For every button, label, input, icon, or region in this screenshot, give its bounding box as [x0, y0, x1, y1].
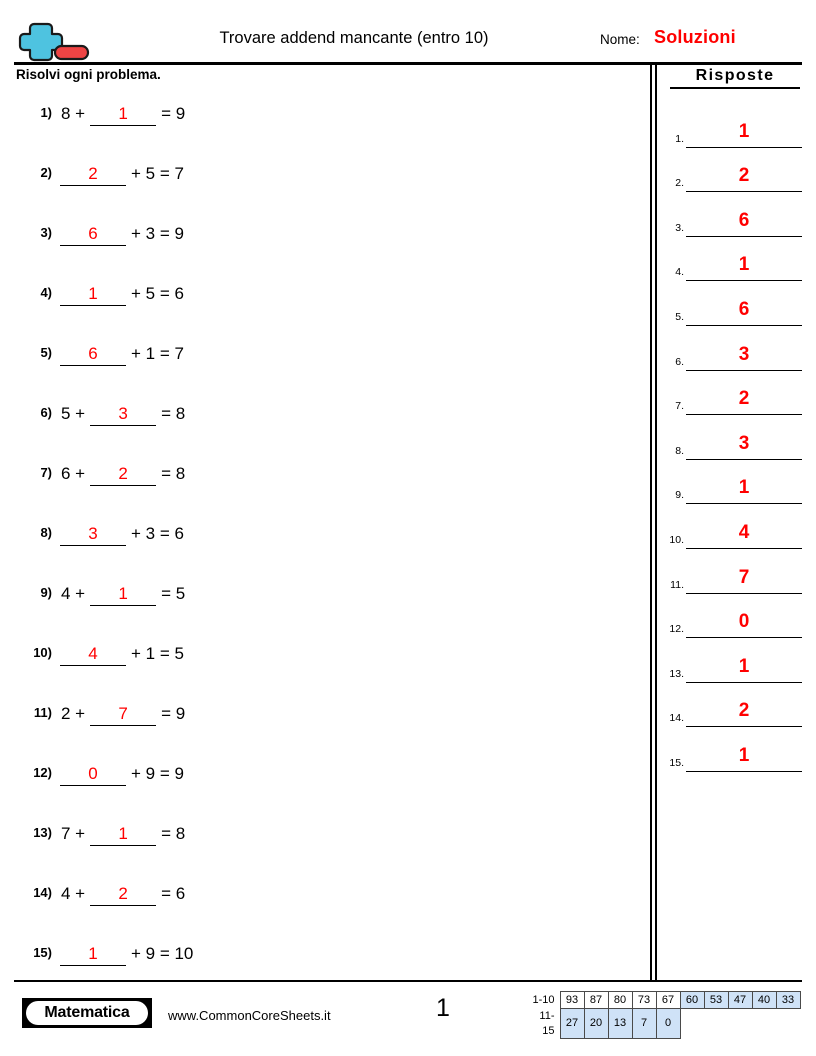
problem-number: 2) [40, 165, 52, 180]
answer-key-title: Risposte [670, 66, 800, 89]
problem-row [14, 154, 634, 214]
answer-value[interactable]: 1 [686, 474, 802, 504]
worksheet-header [14, 14, 802, 62]
answer-index: 1. [675, 132, 684, 145]
problem-prefix: 2 + [61, 704, 86, 723]
score-cell-empty [728, 1009, 752, 1039]
answer-value[interactable]: 6 [686, 207, 802, 237]
answer-value[interactable]: 2 [686, 385, 802, 415]
problem-row [14, 634, 634, 694]
score-cell: 53 [704, 992, 728, 1009]
problem-suffix: = 8 [161, 824, 186, 843]
score-cell: 93 [560, 992, 584, 1009]
answer-blank[interactable]: 6 [60, 342, 126, 366]
answer-blank[interactable]: 4 [60, 642, 126, 666]
problem-expression [58, 638, 187, 670]
problem-suffix: = 9 [161, 704, 186, 723]
answer-index: 7. [675, 400, 684, 413]
problem-suffix: + 9 = 9 [131, 764, 184, 783]
problem-prefix: 7 + [61, 824, 86, 843]
page-number: 1 [436, 994, 450, 1022]
answer-index: 8. [675, 444, 684, 457]
answer-blank[interactable]: 7 [90, 702, 156, 726]
answer-blank[interactable]: 6 [60, 222, 126, 246]
problem-number: 4) [40, 285, 52, 300]
answer-index: 11. [670, 578, 684, 591]
problem-suffix: = 9 [161, 104, 186, 123]
answer-row [662, 103, 802, 148]
answer-index: 10. [669, 533, 684, 546]
problem-expression [58, 338, 187, 370]
problem-row [14, 694, 634, 754]
instruction-text: Risolvi ogni problema. [16, 67, 161, 82]
answer-row [662, 683, 802, 728]
answer-blank[interactable]: 3 [60, 522, 126, 546]
problem-number: 5) [40, 345, 52, 360]
problem-row [14, 214, 634, 274]
score-range-label: 1-10 [532, 993, 555, 1006]
problem-number-wrap [14, 154, 52, 194]
answer-key-list [662, 103, 802, 772]
answer-value[interactable]: 1 [686, 251, 802, 281]
answer-row [662, 549, 802, 594]
problem-suffix: + 1 = 7 [131, 344, 184, 363]
problem-number: 9) [40, 585, 52, 600]
problem-number: 13) [33, 825, 52, 840]
problem-number-wrap [14, 754, 52, 794]
name-value: Soluzioni [654, 27, 736, 47]
score-cell: 73 [632, 992, 656, 1009]
score-cell: 20 [584, 1009, 608, 1039]
problem-number-wrap [14, 874, 52, 914]
problem-row [14, 934, 634, 994]
problem-number: 7) [40, 465, 52, 480]
score-cell-empty [680, 1009, 704, 1039]
header-divider [14, 62, 802, 65]
answer-index: 6. [675, 355, 684, 368]
problem-expression [58, 98, 188, 130]
problem-row [14, 274, 634, 334]
answer-index: 12. [669, 623, 684, 636]
problem-expression [58, 878, 188, 910]
problem-prefix: 8 + [61, 104, 86, 123]
problem-number: 1) [40, 105, 52, 120]
problem-expression [58, 698, 188, 730]
answer-blank[interactable]: 1 [90, 102, 156, 126]
problem-number-wrap [14, 274, 52, 314]
problem-row [14, 514, 634, 574]
page-title: Trovare addend mancante (entro 10) [219, 29, 489, 47]
answer-index: 4. [675, 266, 684, 279]
website-url: www.CommonCoreSheets.it [168, 1008, 331, 1023]
answer-index: 14. [669, 712, 684, 725]
answer-index: 15. [669, 756, 684, 769]
answer-row [662, 371, 802, 416]
answer-blank[interactable]: 0 [60, 762, 126, 786]
answer-index: 13. [669, 667, 684, 680]
answer-key-panel [662, 66, 802, 772]
answer-row [662, 192, 802, 237]
problem-suffix: + 5 = 6 [131, 284, 184, 303]
problem-row [14, 94, 634, 154]
answer-index: 5. [675, 310, 684, 323]
name-label: Nome: [600, 32, 640, 47]
answer-value[interactable]: 3 [686, 430, 802, 460]
score-cell: 13 [608, 1009, 632, 1039]
score-cell: 60 [680, 992, 704, 1009]
problem-row [14, 874, 634, 934]
answer-row [662, 594, 802, 639]
answer-value[interactable]: 0 [686, 608, 802, 638]
plus-minus-icon [14, 14, 100, 62]
answer-blank[interactable]: 1 [90, 822, 156, 846]
answer-value[interactable]: 4 [686, 519, 802, 549]
score-cell: 47 [728, 992, 752, 1009]
answer-value[interactable]: 2 [686, 697, 802, 727]
problem-suffix: + 3 = 6 [131, 524, 184, 543]
problem-row [14, 454, 634, 514]
answer-value[interactable]: 3 [686, 341, 802, 371]
score-cell: 40 [752, 992, 776, 1009]
problem-number-wrap [14, 334, 52, 374]
score-row [528, 1009, 800, 1039]
problem-number-wrap [14, 574, 52, 614]
score-cell: 0 [656, 1009, 680, 1039]
score-cell: 7 [632, 1009, 656, 1039]
problem-suffix: = 8 [161, 404, 186, 423]
answer-blank[interactable]: 1 [90, 582, 156, 606]
score-row [528, 992, 800, 1009]
problem-number: 3) [40, 225, 52, 240]
answer-value[interactable]: 2 [686, 162, 802, 192]
score-cell: 67 [656, 992, 680, 1009]
problem-row [14, 394, 634, 454]
problem-suffix: + 5 = 7 [131, 164, 184, 183]
problem-number: 14) [33, 885, 52, 900]
problem-number-wrap [14, 214, 52, 254]
answer-blank[interactable]: 2 [90, 462, 156, 486]
problem-suffix: = 8 [161, 464, 186, 483]
answer-row [662, 326, 802, 371]
problem-number-wrap [14, 934, 52, 974]
answer-blank[interactable]: 3 [90, 402, 156, 426]
problem-row [14, 814, 634, 874]
problem-number: 15) [33, 945, 52, 960]
problem-expression [58, 938, 196, 970]
problem-expression [58, 518, 187, 550]
answer-blank[interactable]: 2 [60, 162, 126, 186]
problem-number: 10) [33, 645, 52, 660]
answer-row [662, 504, 802, 549]
problem-expression [58, 158, 187, 190]
answer-blank[interactable]: 1 [60, 282, 126, 306]
problem-expression [58, 278, 187, 310]
problem-suffix: = 6 [161, 884, 186, 903]
answer-value[interactable]: 6 [686, 296, 802, 326]
answer-index: 2. [675, 177, 684, 190]
problem-number-wrap [14, 94, 52, 134]
problem-expression [58, 578, 188, 610]
answer-row [662, 148, 802, 193]
answer-row [662, 281, 802, 326]
score-cell: 33 [776, 992, 800, 1009]
answer-blank[interactable]: 2 [90, 882, 156, 906]
problem-list [14, 94, 634, 994]
problem-prefix: 4 + [61, 884, 86, 903]
score-cell: 87 [584, 992, 608, 1009]
problem-prefix: 4 + [61, 584, 86, 603]
score-cell-empty [776, 1009, 800, 1039]
problem-expression [58, 458, 188, 490]
answer-value[interactable]: 1 [686, 653, 802, 683]
problem-row [14, 754, 634, 814]
problem-expression [58, 818, 188, 850]
problem-number: 11) [33, 705, 52, 720]
problem-suffix: + 3 = 9 [131, 224, 184, 243]
score-cell: 80 [608, 992, 632, 1009]
brand-badge [22, 998, 152, 1028]
answer-value[interactable]: 7 [686, 564, 802, 594]
score-cell-empty [704, 1009, 728, 1039]
score-table [528, 991, 801, 1039]
score-cell: 27 [560, 1009, 584, 1039]
problem-number-wrap [14, 454, 52, 494]
answer-index: 3. [675, 221, 684, 234]
problem-row [14, 334, 634, 394]
problem-expression [58, 758, 187, 790]
answer-row [662, 237, 802, 282]
problem-prefix: 6 + [61, 464, 86, 483]
problem-number-wrap [14, 634, 52, 674]
problem-suffix: + 9 = 10 [131, 944, 194, 963]
problem-suffix: = 5 [161, 584, 186, 603]
score-cell-empty [752, 1009, 776, 1039]
answer-blank[interactable]: 1 [60, 942, 126, 966]
problem-expression [58, 398, 188, 430]
problem-number: 6) [40, 405, 52, 420]
answer-row [662, 460, 802, 505]
problem-suffix: + 1 = 5 [131, 644, 184, 663]
column-divider [650, 65, 657, 980]
answer-row [662, 638, 802, 683]
answer-index: 9. [675, 489, 684, 502]
problem-number-wrap [14, 694, 52, 734]
footer-divider [14, 980, 802, 982]
answer-row [662, 415, 802, 460]
answer-value[interactable]: 1 [686, 118, 802, 148]
answer-value[interactable]: 1 [686, 742, 802, 772]
problem-number-wrap [14, 394, 52, 434]
brand-label: Matematica [26, 1001, 148, 1025]
problem-number: 8) [40, 525, 52, 540]
problem-expression [58, 218, 187, 250]
problem-row [14, 574, 634, 634]
answer-row [662, 727, 802, 772]
problem-number: 12) [33, 765, 52, 780]
problem-number-wrap [14, 514, 52, 554]
score-range-label: 11-15 [539, 1009, 555, 1037]
problem-number-wrap [14, 814, 52, 854]
problem-prefix: 5 + [61, 404, 86, 423]
